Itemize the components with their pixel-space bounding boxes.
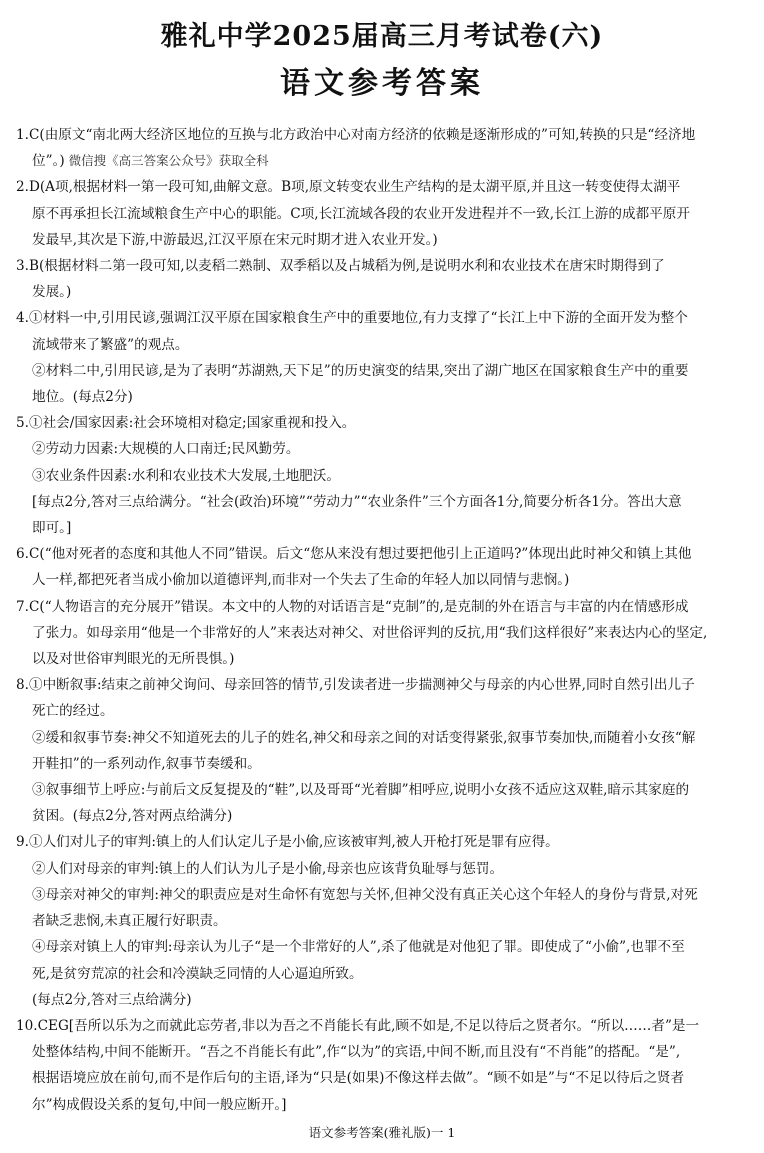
answer-line [16, 253, 750, 279]
exam-title: 雅礼中学2025届高三月考试卷(六) [160, 21, 604, 52]
answer-line: 位”。) 微信搜《高三答案公众号》获取全科 [32, 153, 269, 170]
question-number: 4. [16, 310, 29, 327]
answer-line: 原不再承担长江流域粮食生产中心的职能。C项,长江流域各段的农业开发进程并不一致,长江上游的成都平原开 [32, 205, 690, 222]
answer-line: 处整体结构,中间不能断开。“吾之不肖能长有此”,作“以为”的宾语,中间不断,而且没有“不肖能”的搭配。“是”, [32, 1044, 681, 1061]
answer-item [16, 541, 750, 593]
answer-line: ②缓和叙事节奏:神父不知道死去的儿子的姓名,神父和母亲之间的对话变得紧张,叙事节奏加快,而随着小女孩“解 [32, 729, 696, 746]
answer-line: 根据语境应放在前句,而不是作后句的主语,译为“只是(如果)不像这样去做”。“顾不如是”与“不足以待后之贤者 [32, 1070, 685, 1087]
answer-item [16, 672, 750, 829]
answer-key-title: 语文参考答案 [280, 66, 484, 101]
answer-text: C(由原文“南北两大经济区地位的互换与北方政治中心对南方经济的依赖是逐渐形成的”可知,转换的只是“经济地 [28, 127, 696, 143]
answer-line: 尔”构成假设关系的复句,中间一般应断开。] [32, 1096, 287, 1113]
answer-line: ③农业条件因素:水利和农业技术大发展,土地肥沃。 [32, 467, 340, 484]
answer-line [16, 672, 750, 698]
question-number: 6. [16, 546, 29, 563]
answer-item [16, 253, 750, 305]
answer-item [16, 594, 750, 673]
answer-line: 以及对世俗审判眼光的无所畏惧。) [32, 651, 235, 668]
answer-line: ④母亲对镇上人的审判:母亲认为儿子“是一个非常好的人”,杀了他就是对他犯了罪。即使成了“小偷”,也罪不至 [32, 939, 685, 956]
answer-line: 者缺乏悲悯,未真正履行好职责。 [32, 913, 227, 930]
answer-line: 人一样,都把死者当成小偷加以道德评判,而非对一个失去了生命的年轻人加以同情与悲悯。) [32, 572, 570, 589]
answer-line: 即可。] [32, 520, 72, 537]
answer-line: (每点2分,答对三点给满分) [32, 991, 192, 1008]
answer-line: 了张力。如母亲用“他是一个非常好的人”来表达对神父、对世俗评判的反抗,用“我们这样很好”来表达内心的坚定, [32, 624, 708, 641]
page-footer: 语文参考答案(雅礼版)一 1 [308, 1125, 456, 1140]
watermark-note: 微信搜《高三答案公众号》获取全科 [64, 153, 269, 169]
question-number: 10. [16, 1017, 38, 1034]
question-number: 7. [16, 598, 29, 615]
answer-list [16, 122, 750, 1118]
answer-line: 死,是贫穷荒凉的社会和冷漠缺乏同情的人心逼迫所致。 [32, 965, 363, 982]
answer-line [16, 541, 750, 567]
question-number: 5. [16, 415, 29, 432]
answer-text: ①中断叙事:结束之前神父询问、母亲回答的情节,引发读者进一步揣测神父与母亲的内心世界,同时自然引出儿子 [28, 677, 695, 694]
answer-item [16, 829, 750, 1012]
answer-line: ②人们对母亲的审判:镇上的人们认为儿子是小偷,母亲也应该背负耻辱与惩罚。 [32, 860, 504, 877]
answer-line: ③叙事细节上呼应:与前后文反复提及的“鞋”,以及哥哥“光着脚”相呼应,说明小女孩不适应这双鞋,暗示其家庭的 [32, 782, 690, 799]
answer-line: 发展。) [32, 284, 72, 301]
answer-line: [每点2分,答对三点给满分。“社会(政治)环境”“劳动力”“农业条件”三个方面各1分,简要分析各1分。答出大意 [32, 493, 682, 510]
answer-line [16, 594, 750, 620]
answer-text: C(“人物语言的充分展开”错误。本文中的人物的对话语言是“克制”的,是克制的外在语言与丰富的内在情感形成 [28, 598, 689, 615]
answer-line: ③母亲对神父的审判:神父的职责应是对生命怀有宽恕与关怀,但神父没有真正关心这个年轻人的身份与背景,对死 [32, 886, 698, 903]
question-number: 8. [16, 677, 29, 694]
answer-text: C(“他对死者的态度和其他人不同”错误。后文“您从来没有想过要把他引上正道吗?”体现出此时神父和镇上其他 [28, 546, 692, 563]
answer-text: CEG[吾所以乐为之而就此忘劳者,非以为吾之不肖能长有此,顾不如是,不足以待后之贤者尔。“所以……者”是一 [37, 1017, 700, 1034]
answer-line: 开鞋扣”的一系列动作,叙事节奏缓和。 [32, 755, 261, 772]
question-number: 1. [16, 127, 29, 143]
answer-text: B(根据材料二第一段可知,以麦稻二熟制、双季稻以及占城稻为例,是说明水利和农业技术在唐宋时期得到了 [28, 258, 665, 275]
answer-item [16, 410, 750, 541]
answer-item [16, 174, 750, 253]
answer-item [16, 305, 750, 410]
answer-text: ①材料一中,引用民谚,强调江汉平原在国家粮食生产中的重要地位,有力支撑了“长江上中下游的全面开发为整个 [28, 310, 688, 327]
answer-line: 贫困。(每点2分,答对两点给满分) [32, 808, 233, 825]
answer-line [16, 410, 750, 436]
answer-text: ①人们对儿子的审判:镇上的人们认定儿子是小偷,应该被审判,被人开枪打死是罪有应得。 [28, 834, 559, 851]
question-number: 9. [16, 834, 29, 851]
question-number: 3. [16, 258, 29, 275]
answer-text: D(A项,根据材料一第一段可知,曲解文意。B项,原文转变农业生产结构的是太湖平原,并且这一转变使得太湖平 [28, 179, 681, 196]
answer-line: 地位。(每点2分) [32, 389, 133, 406]
answer-line: 流域带来了繁盛”的观点。 [32, 336, 189, 353]
answer-line [16, 1013, 750, 1039]
answer-line: 死亡的经过。 [32, 703, 114, 720]
answer-line: ②劳动力因素:大规模的人口南迁;民风勤劳。 [32, 441, 300, 458]
answer-line [16, 122, 750, 148]
answer-line [16, 829, 750, 855]
answer-item [16, 122, 750, 174]
answer-text: ①社会/国家因素:社会环境相对稳定;国家重视和投入。 [28, 415, 356, 432]
question-number: 2. [16, 179, 29, 196]
answer-line: 发最早,其次是下游,中游最迟,江汉平原在宋元时期才进入农业开发。) [32, 231, 438, 248]
answer-item [16, 1013, 750, 1118]
answer-line [16, 174, 750, 200]
answer-line: ②材料二中,引用民谚,是为了表明“苏湖熟,天下足”的历史演变的结果,突出了湖广地区在国家粮食生产中的重要 [32, 362, 689, 379]
answer-line [16, 305, 750, 331]
